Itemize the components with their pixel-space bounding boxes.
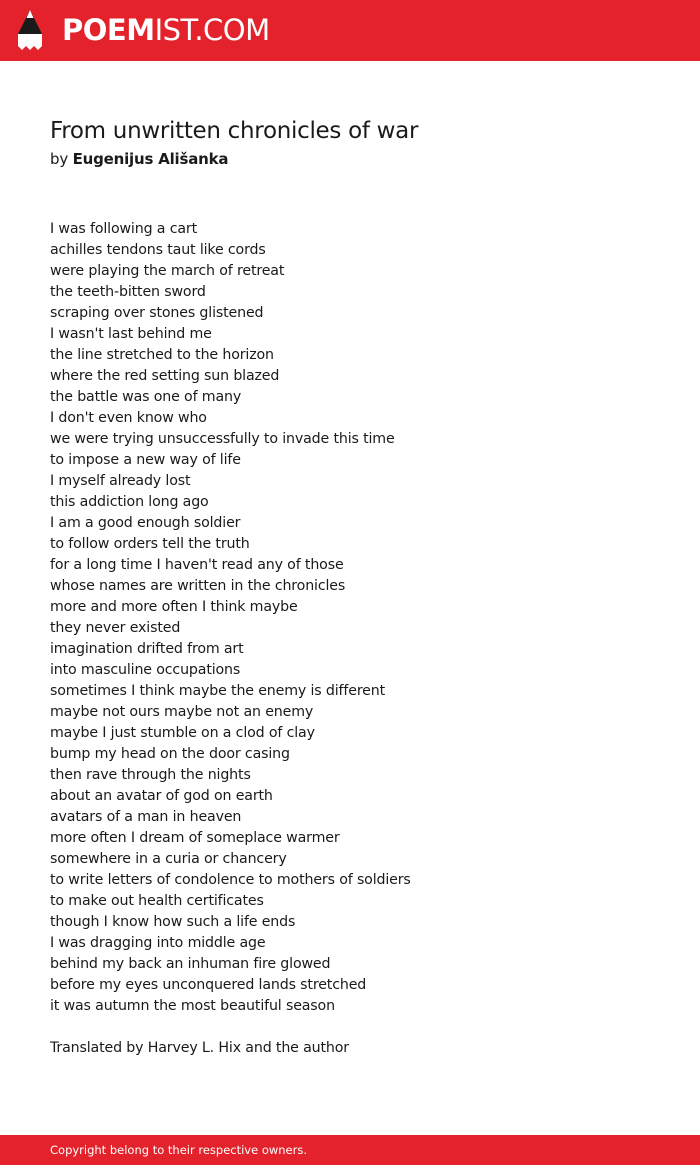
- poem-line: then rave through the nights: [50, 767, 251, 783]
- poem-line: the teeth-bitten sword: [50, 284, 206, 300]
- poem-line: where the red setting sun blazed: [50, 368, 280, 384]
- by-label: by: [50, 150, 68, 168]
- poem-line: to impose a new way of life: [50, 452, 241, 468]
- poem-body: [50, 219, 411, 1017]
- poem-line: whose names are written in the chronicles: [50, 578, 346, 594]
- poem-line: maybe I just stumble on a clod of clay: [50, 725, 315, 741]
- site-header: [0, 0, 700, 61]
- poem-line: were playing the march of retreat: [50, 263, 285, 279]
- pencil-tip-icon[interactable]: [16, 9, 44, 53]
- copyright-text: Copyright belong to their respective owners.: [50, 1143, 308, 1157]
- poem-line: into masculine occupations: [50, 662, 241, 678]
- poem-line: I was following a cart: [50, 221, 197, 237]
- poem-line: to write letters of condolence to mothers of soldiers: [50, 872, 411, 888]
- poem-line: it was autumn the most beautiful season: [50, 998, 335, 1014]
- poem-line: I wasn't last behind me: [50, 326, 212, 342]
- translator-note: Translated by Harvey L. Hix and the author: [50, 1040, 349, 1056]
- poem-line: to follow orders tell the truth: [50, 536, 250, 552]
- poem-line: bump my head on the door casing: [50, 746, 290, 762]
- poem-line: behind my back an inhuman fire glowed: [50, 956, 331, 972]
- poem-line: I myself already lost: [50, 473, 191, 489]
- poem-line: scraping over stones glistened: [50, 305, 264, 321]
- logo-bold-part: POEM: [62, 13, 155, 47]
- poem-line: somewhere in a curia or chancery: [50, 851, 287, 867]
- poem-line: the battle was one of many: [50, 389, 242, 405]
- poem-line: more and more often I think maybe: [50, 599, 298, 615]
- site-logo[interactable]: [62, 13, 270, 47]
- author-name[interactable]: Eugenijus Ališanka: [72, 150, 229, 168]
- poem-line: for a long time I haven't read any of those: [50, 557, 344, 573]
- poem-line: before my eyes unconquered lands stretched: [50, 977, 367, 993]
- poem-line: I don't even know who: [50, 410, 207, 426]
- poem-line: achilles tendons taut like cords: [50, 242, 266, 258]
- poem-line: about an avatar of god on earth: [50, 788, 273, 804]
- site-footer: [0, 1135, 700, 1165]
- poem-line: maybe not ours maybe not an enemy: [50, 704, 314, 720]
- poem-line: imagination drifted from art: [50, 641, 244, 657]
- poem-title: From unwritten chronicles of war: [50, 118, 419, 144]
- poem-line: avatars of a man in heaven: [50, 809, 242, 825]
- poem-line: the line stretched to the horizon: [50, 347, 274, 363]
- poem-line: though I know how such a life ends: [50, 914, 296, 930]
- poem-line: more often I dream of someplace warmer: [50, 830, 340, 846]
- poem-line: this addiction long ago: [50, 494, 209, 510]
- poem-line: we were trying unsuccessfully to invade this time: [50, 431, 395, 447]
- poem-line: I was dragging into middle age: [50, 935, 266, 951]
- poem-line: I am a good enough soldier: [50, 515, 241, 531]
- logo-light-part: IST.COM: [154, 13, 270, 47]
- byline: [50, 149, 228, 169]
- poem-line: they never existed: [50, 620, 181, 636]
- poem-line: to make out health certificates: [50, 893, 264, 909]
- poem-line: sometimes I think maybe the enemy is different: [50, 683, 386, 699]
